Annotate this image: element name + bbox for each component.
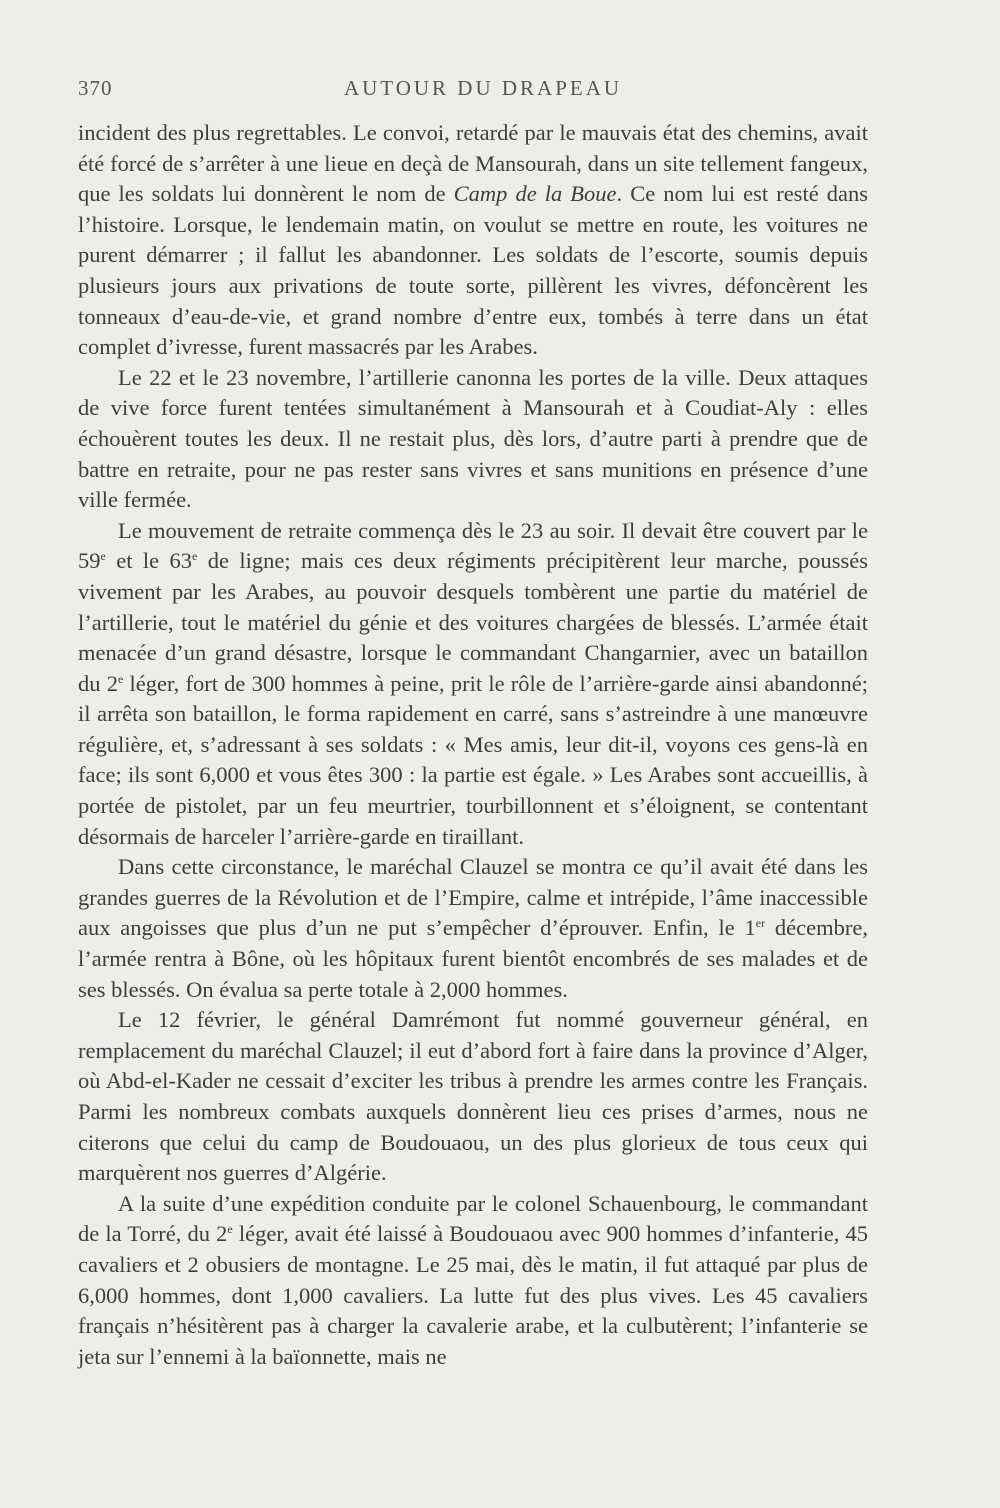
superscript: e	[100, 549, 106, 564]
paragraph	[78, 118, 868, 363]
superscript: e	[117, 671, 124, 686]
text-run: et le 63	[105, 548, 193, 574]
body-text	[78, 118, 868, 1372]
text-run: A la suite d’une expédition conduite par le colonel Schauenbourg, le commandant de la Torré, du 2	[78, 1190, 868, 1247]
paragraph	[78, 852, 868, 1005]
text-run: Le 12 février, le général Damrémont fut nommé gouverneur général, en remplacement du maréchal Clauzel; il eut d’abord fort à faire dans la province d’Alger, où Abd-el-Kader ne cessait d’exciter les tribus à prendre les armes contre les Français. Parmi les nombreux combats auxquels donnèrent lieu ces prises d’armes, nous ne citerons que celui du camp de Boudouaou, un des plus glorieux de tous ceux qui marquèrent nos guerres d’Algérie.	[78, 1007, 868, 1186]
text-run: de ligne; mais ces deux régiments précipitèrent leur marche, poussés vivement par les Arabes, au pouvoir desquels tombèrent une partie du matériel de l’artillerie, tout le matériel du génie et des voitures chargées de blessés. L’armée était menacée d’un grand désastre, lorsque le commandant Changarnier, avec un bataillon du 2	[78, 548, 868, 696]
text-run: léger, avait été laissé à Boudouaou avec 900 hommes d’infanterie, 45 cavaliers et 2 obusiers de montagne. Le 25 mai, dès le matin, il fut attaqué par plus de 6,000 hommes, dont 1,000 cavaliers. La lutte fut des plus vives. Les 45 cavaliers français n’hésitèrent pas à charger la cavalerie arabe, et la culbutèrent; l’infanterie se jeta sur l’ennemi à la baïonnette, mais ne	[78, 1221, 868, 1369]
paragraph	[78, 516, 868, 853]
text-run: . Ce nom lui est resté dans l’histoire. Lorsque, le lendemain matin, on voulut se mettre en route, les voitures ne purent démarrer ; il fallut les abandonner. Les soldats de l’escorte, soumis depuis plusieurs jours aux privations de toute sorte, pillèrent les vivres, défoncèrent les tonneaux d’eau-de-vie, et grand nombre d’entre eux, tombés à terre dans un état complet d’ivresse, furent massacrés par les Arabes.	[78, 181, 868, 360]
page-number: 370	[78, 76, 113, 100]
text-run: incident des plus regrettables. Le convoi, retardé par le mauvais état des chemins, avait été forcé de s’arrêter à une lieue en deçà de Mansourah, dans un site tellement fangeux, que les soldats lui donnèrent le nom de	[78, 120, 868, 207]
page-header	[78, 76, 868, 106]
running-title: AUTOUR DU DRAPEAU	[343, 76, 623, 100]
superscript: e	[227, 1222, 233, 1237]
superscript: er	[755, 916, 766, 931]
italic-text: Camp de la Boue	[453, 181, 617, 207]
text-run: Dans cette circonstance, le maréchal Clauzel se montra ce qu’il avait été dans les grandes guerres de la Révolution et de l’Empire, calme et intrépide, l’âme inaccessible aux angoisses que plus d’un ne put s’empêcher d’éprouver. Enfin, le 1	[78, 854, 868, 941]
paragraph	[78, 1005, 868, 1189]
paragraph	[78, 363, 868, 516]
text-run: léger, fort de 300 hommes à peine, prit le rôle de l’arrière-garde ainsi abandonné; il arrêta son bataillon, le forma rapidement en carré, sans s’astreindre à une manœuvre régulière, et, s’adressant à ses soldats : « Mes amis, leur dit-il, voyons ces gens-là en face; ils sont 6,000 et vous êtes 300 : la partie est égale. » Les Arabes sont accueillis, à portée de pistolet, par un feu meurtrier, tourbillonnent et s’éloignent, se contentant désormais de harceler l’arrière-garde en tiraillant.	[78, 670, 869, 849]
text-run: Le 22 et le 23 novembre, l’artillerie canonna les portes de la ville. Deux attaques de vive force furent tentées simultanément à Mansourah et à Coudiat-Aly : elles échouèrent toutes les deux. Il ne restait plus, dès lors, d’autre parti à prendre que de battre en retraite, pour ne pas rester sans vivres et sans munitions en présence d’une ville fermée.	[78, 364, 868, 513]
paragraph	[78, 1189, 868, 1373]
text-run: Le mouvement de retraite commença dès le 23 au soir. Il devait être couvert par le 59	[78, 517, 868, 574]
text-run: décembre, l’armée rentra à Bône, où les hôpitaux furent bientôt encombrés de ses malades et de ses blessés. On évalua sa perte totale à 2,000 hommes.	[78, 915, 868, 1002]
superscript: e	[192, 549, 198, 564]
